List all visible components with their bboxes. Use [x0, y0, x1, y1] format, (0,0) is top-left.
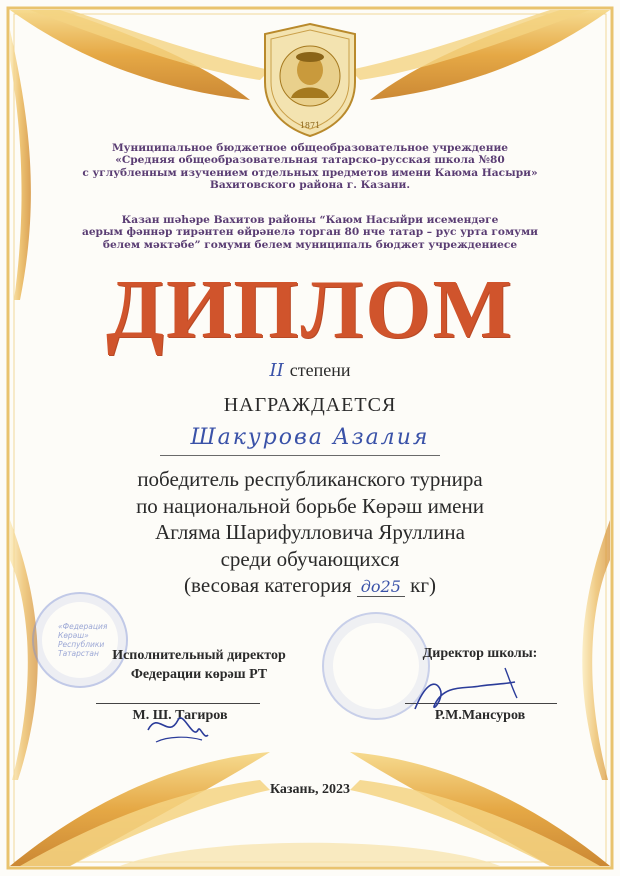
stamp-text: «Федерация Көрәш» Республики Татарстан	[58, 622, 108, 658]
description-line: по национальной борьбе Көрәш имени	[136, 493, 484, 518]
signature-left-icon	[138, 700, 218, 750]
emblem-year: 1871	[299, 121, 321, 130]
weight-value: до25	[357, 577, 405, 597]
header-tt-line: аерым фәннәр тирәнтен өйрәнелә торган 80 нче татар – рус урта гомуми	[81, 226, 539, 239]
header-ru-line: с углубленным изучением отдельных предметов имени Каюма Насыри»	[82, 166, 538, 179]
description-line: Агляма Шарифулловича Яруллина	[155, 520, 465, 545]
weight-suffix: кг)	[410, 573, 436, 598]
header-tt-line: белем мәктәбе” гомуми белем муниципаль бюджет учреждениесе	[102, 238, 518, 251]
award-description	[0, 466, 620, 601]
degree-handwritten: II	[269, 360, 284, 381]
signature-right-icon	[405, 664, 535, 724]
signatory-right-role: Директор школы:	[422, 646, 538, 661]
description-line: среди обучающихся	[220, 546, 400, 571]
degree-label: степени	[289, 360, 351, 380]
name-underline	[160, 455, 440, 456]
header-tt-line: Казан шәһәре Вахитов районы “Каюм Насыйри исемендәге	[121, 214, 499, 226]
signatory-left-role	[84, 646, 314, 684]
institution-header-tt	[0, 214, 620, 251]
institution-header-ru	[0, 142, 620, 191]
diploma-title: ДИПЛОМ	[106, 263, 514, 356]
signatory-left-name: М. Ш. Тагиров	[132, 708, 228, 723]
header-ru-line: Вахитовского района г. Казани.	[209, 178, 411, 191]
header-ru-line: «Средняя общеобразовательная татарско-русская школа №80	[115, 154, 505, 167]
recipient-name: Шакурова Азалия	[190, 425, 430, 450]
city-date: Казань, 2023	[269, 782, 351, 797]
signatory-left-role-line2: Федерации көрәш РТ	[130, 667, 268, 682]
weight-prefix: (весовая категория	[184, 573, 352, 598]
header-ru-line: Муниципальное бюджетное общеобразовательное учреждение	[111, 142, 509, 154]
signatory-left-role-line1: Исполнительный директор	[112, 648, 286, 663]
description-line: победитель республиканского турнира	[137, 467, 483, 491]
degree-line	[0, 360, 620, 381]
awarded-heading: НАГРАЖДАЕТСЯ	[223, 394, 397, 416]
signatory-right-name: Р.М.Мансуров	[434, 708, 526, 723]
